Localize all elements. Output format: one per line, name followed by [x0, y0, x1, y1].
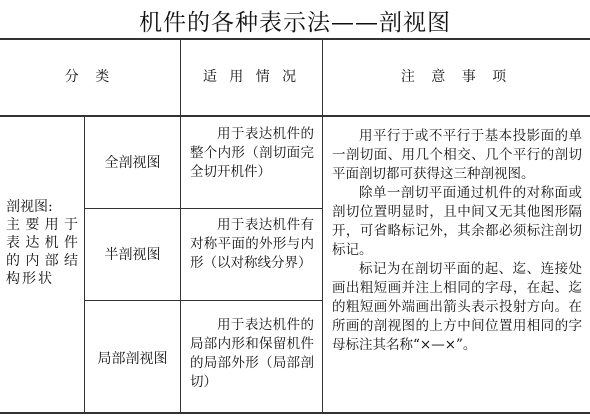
applicable-half-section: 用于表达机件有对称平面的外形与内形（以对称线分界） [190, 217, 314, 271]
column-divider [322, 38, 323, 412]
group-description: 主要用于表达机件的内部结构形状 [6, 217, 80, 287]
page-title: 机件的各种表示法——剖视图 [139, 10, 451, 36]
group-label: 剖视图: [6, 199, 53, 215]
row-divider [84, 208, 322, 209]
section-view-table [0, 38, 590, 414]
column-divider [180, 38, 181, 412]
header-category: 分 类 [64, 69, 116, 85]
group-cell [6, 198, 80, 288]
note-paragraph: 除单一剖切平面通过机件的对称面或剖切位置明显时，且中间又无其他图形隔开，可省略标记外，其余都必须标注剖切标记。 [332, 185, 582, 258]
applicable-full-section: 用于表达机件的整个内形（剖切面完全切开机件） [190, 126, 314, 180]
category-partial-section: 局部剖视图 [97, 351, 168, 367]
applicable-partial-section: 用于表达机件的局部内形和保留机件的局部外形（局部剖切） [190, 317, 314, 390]
table-top-border [0, 38, 590, 40]
note-paragraph: 标记为在剖切平面的起、迄、连接处画出粗短画并注上相同的字母，在起、迄的粗短画外端画出箭头表示投射方向。在所画的剖视图的上方中间位置用相同的字母标注其名称“×—×”。 [332, 261, 582, 353]
category-half-section: 半剖视图 [104, 247, 161, 263]
row-divider [84, 300, 322, 301]
note-paragraph: 用平行于或不平行于基本投影面的单一剖切面、用几个相交、几个平行的剖切平面剖切都可获得这三种剖视图。 [332, 128, 582, 182]
notes-cell [332, 127, 582, 355]
table-bottom-border [0, 412, 590, 414]
header-applicable: 适 用 情 况 [202, 69, 301, 85]
header-divider [0, 115, 590, 117]
header-notes: 注 意 事 项 [400, 69, 513, 85]
category-full-section: 全剖视图 [104, 155, 161, 171]
